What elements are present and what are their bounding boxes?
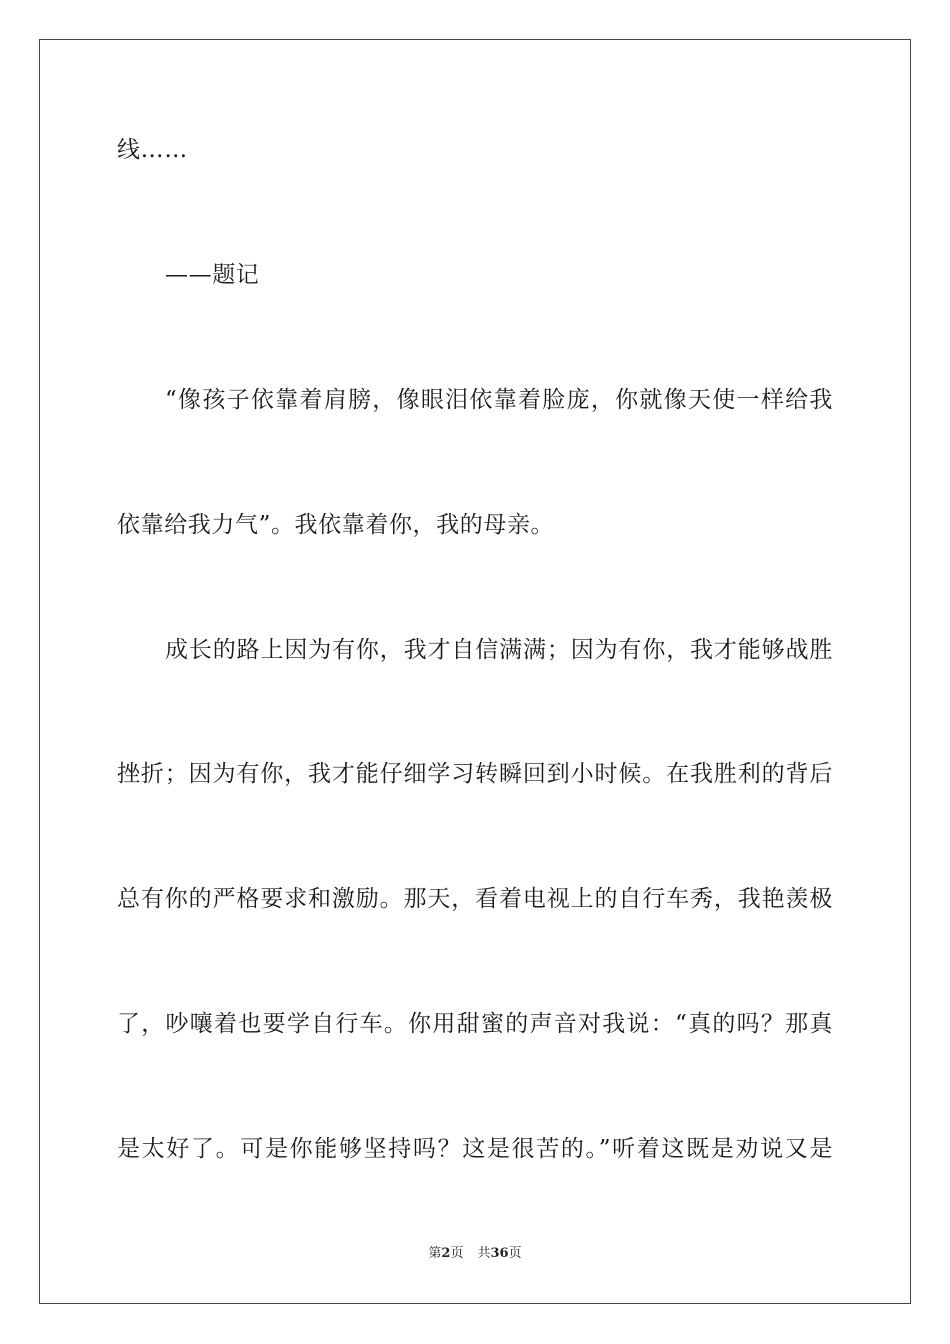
total-pages: 36 bbox=[490, 1246, 509, 1261]
text-line-7: 总有你的严格要求和激励。那天，看着电视上的自行车秀，我艳羡极 bbox=[117, 886, 833, 912]
text-line-1: 线…… bbox=[117, 137, 188, 163]
page-prefix: 第 bbox=[428, 1246, 442, 1261]
text-line-9: 是太好了。可是你能够坚持吗？这是很苦的。”听着这既是劝说又是 bbox=[117, 1136, 833, 1162]
total-suffix: 页 bbox=[508, 1246, 522, 1261]
page-footer bbox=[0, 1245, 950, 1263]
page-suffix: 页 bbox=[450, 1246, 464, 1261]
text-line-8: 了，吵嚷着也要学自行车。你用甜蜜的声音对我说：“真的吗？那真 bbox=[117, 1011, 833, 1037]
page-frame bbox=[39, 39, 911, 1304]
text-line-2: ——题记 bbox=[165, 262, 260, 288]
page-number: 2 bbox=[441, 1246, 451, 1261]
total-prefix: 共 bbox=[477, 1246, 491, 1261]
text-line-6: 挫折；因为有你，我才能仔细学习转瞬回到小时候。在我胜利的背后 bbox=[117, 761, 833, 787]
text-line-4: 依靠给我力气”。我依靠着你，我的母亲。 bbox=[117, 512, 555, 538]
text-line-5: 成长的路上因为有你，我才自信满满；因为有你，我才能够战胜 bbox=[165, 637, 833, 663]
text-line-3: “像孩子依靠着肩膀，像眼泪依靠着脸庞，你就像天使一样给我 bbox=[165, 387, 833, 413]
